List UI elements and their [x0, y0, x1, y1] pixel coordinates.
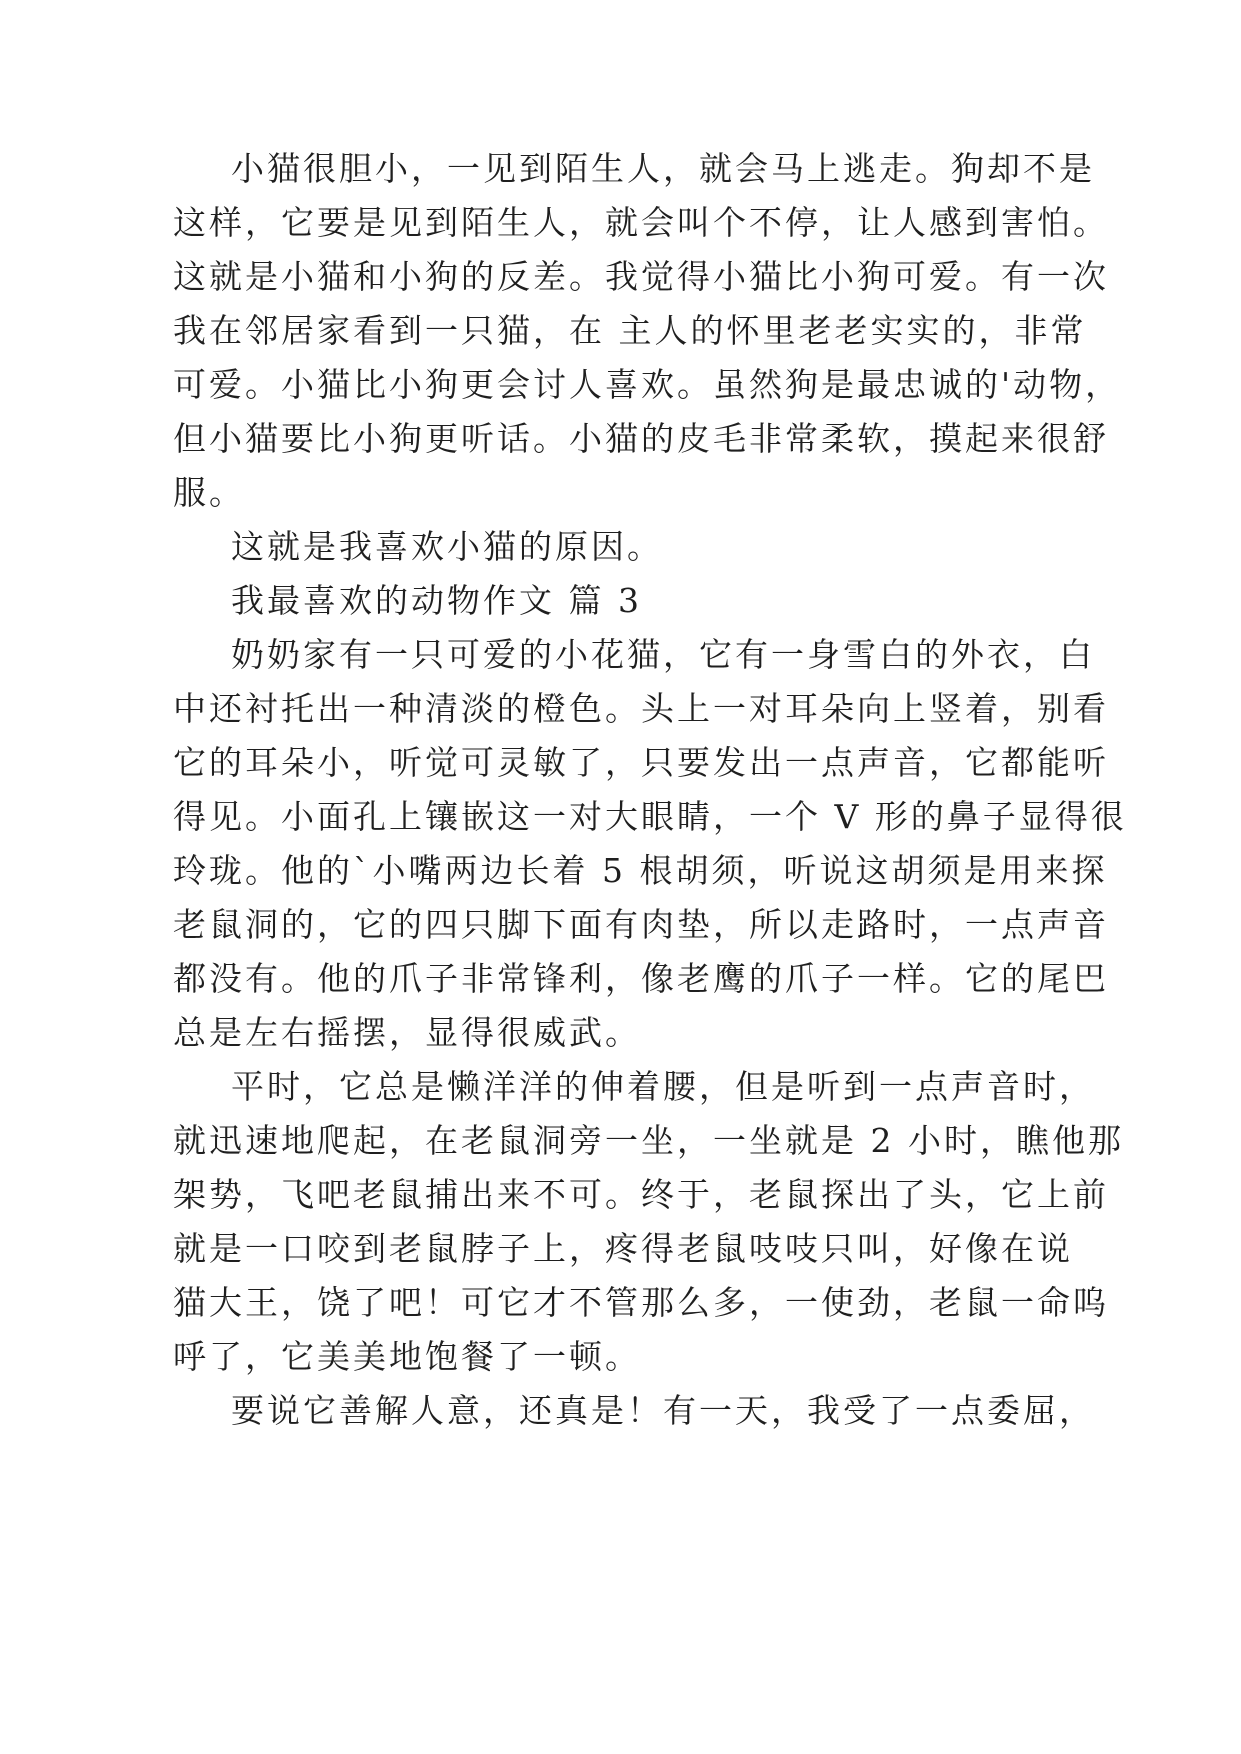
text-line: 平时，它总是懒洋洋的伸着腰，但是听到一点声音时，: [231, 1067, 1095, 1106]
text-line: 就是一口咬到老鼠脖子上，疼得老鼠吱吱只叫，好像在说: [173, 1229, 1073, 1268]
text-line: 老鼠洞的，它的四只脚下面有肉垫，所以走路时，一点声音: [173, 905, 1109, 944]
section-heading: 我最喜欢的动物作文 篇 3: [231, 581, 642, 620]
text-line: 中还衬托出一种清淡的橙色。头上一对耳朵向上竖着，别看: [173, 689, 1109, 728]
text-line: 要说它善解人意，还真是！有一天，我受了一点委屈，: [231, 1391, 1095, 1430]
text-line: 奶奶家有一只可爱的小花猫，它有一身雪白的外衣，白: [231, 635, 1095, 674]
text-line: 但小猫要比小狗更听话。小猫的皮毛非常柔软，摸起来很舒: [173, 419, 1109, 458]
text-line: 可爱。小猫比小狗更会讨人喜欢。虽然狗是最忠诚的'动物，: [173, 365, 1122, 404]
text-line: 总是左右摇摆，显得很威武。: [173, 1013, 641, 1052]
text-line: 这样，它要是见到陌生人，就会叫个不停，让人感到害怕。: [173, 203, 1109, 242]
text-line: 架势，飞吧老鼠捕出来不可。终于，老鼠探出了头，它上前: [173, 1175, 1109, 1214]
text-line: 它的耳朵小，听觉可灵敏了，只要发出一点声音，它都能听: [173, 743, 1109, 782]
text-line: 就迅速地爬起，在老鼠洞旁一坐，一坐就是 2 小时，瞧他那: [173, 1121, 1124, 1160]
text-line: 呼了，它美美地饱餐了一顿。: [173, 1337, 641, 1376]
text-line: 这就是小猫和小狗的反差。我觉得小猫比小狗可爱。有一次: [173, 257, 1109, 296]
text-line: 小猫很胆小，一见到陌生人，就会马上逃走。狗却不是: [231, 149, 1095, 188]
text-line: 得见。小面孔上镶嵌这一对大眼睛，一个 V 形的鼻子显得很: [173, 797, 1127, 836]
text-line: 这就是我喜欢小猫的原因。: [231, 527, 663, 566]
text-line: 都没有。他的爪子非常锋利，像老鹰的爪子一样。它的尾巴: [173, 959, 1109, 998]
text-line: 猫大王，饶了吧！可它才不管那么多，一使劲，老鼠一命呜: [173, 1283, 1109, 1322]
text-line: 服。: [173, 473, 245, 512]
text-line: 我在邻居家看到一只猫，在 主人的怀里老老实实的，非常: [173, 311, 1087, 350]
text-line: 玲珑。他的`小嘴两边长着 5 根胡须，听说这胡须是用来探: [173, 851, 1108, 890]
